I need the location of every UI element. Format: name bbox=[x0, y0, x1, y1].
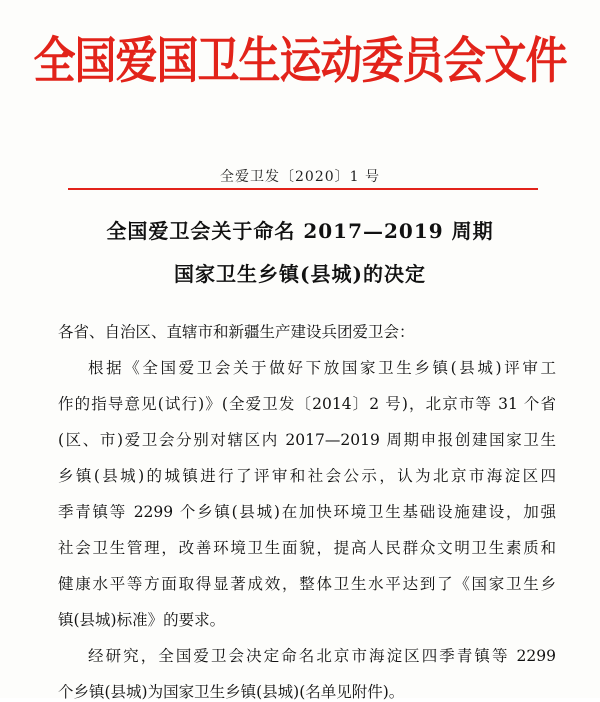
document-header-title: 全国爱国卫生运动委员会文件 bbox=[33, 31, 567, 90]
document-title-line-1: 全国爱卫会关于命名 2017—2019 周期 bbox=[106, 219, 494, 243]
salutation: 各省、自治区、直辖市和新疆生产建设兵团爱卫会： bbox=[58, 323, 415, 341]
paragraph-1-line: 健康水平等方面取得显著成效，整体卫生水平达到了《国家卫生乡 bbox=[58, 575, 556, 593]
paragraph-1-line: 乡镇(县城)的城镇进行了评审和社会公示，认为北京市海淀区四 bbox=[58, 467, 556, 485]
paragraph-1-line: 社会卫生管理，改善环境卫生面貌，提高人民群众文明卫生素质和 bbox=[58, 539, 556, 557]
document-title-line-2: 国家卫生乡镇(县城)的决定 bbox=[174, 262, 426, 286]
paragraph-1-line: 作的指导意见(试行)》(全爱卫发〔2014〕2 号)，北京市等 31 个省 bbox=[58, 395, 556, 413]
paragraph-1-line: 根据《全国爱卫会关于做好下放国家卫生乡镇(县城)评审工 bbox=[88, 359, 556, 377]
paragraph-1-line: 季青镇等 2299 个乡镇(县城)在加快环境卫生基础设施建设，加强 bbox=[58, 503, 556, 521]
red-divider-line bbox=[68, 188, 538, 190]
paragraph-1-line: 镇(县城)标准》的要求。 bbox=[58, 611, 226, 629]
paragraph-2-line: 个乡镇(县城)为国家卫生乡镇(县城)(名单见附件)。 bbox=[58, 683, 405, 701]
paragraph-2-line: 经研究，全国爱卫会决定命名北京市海淀区四季青镇等 2299 bbox=[88, 647, 556, 665]
document-number: 全爱卫发〔2020〕1 号 bbox=[220, 169, 380, 185]
paragraph-1-line: (区、市)爱卫会分别对辖区内 2017—2019 周期申报创建国家卫生 bbox=[58, 431, 556, 449]
